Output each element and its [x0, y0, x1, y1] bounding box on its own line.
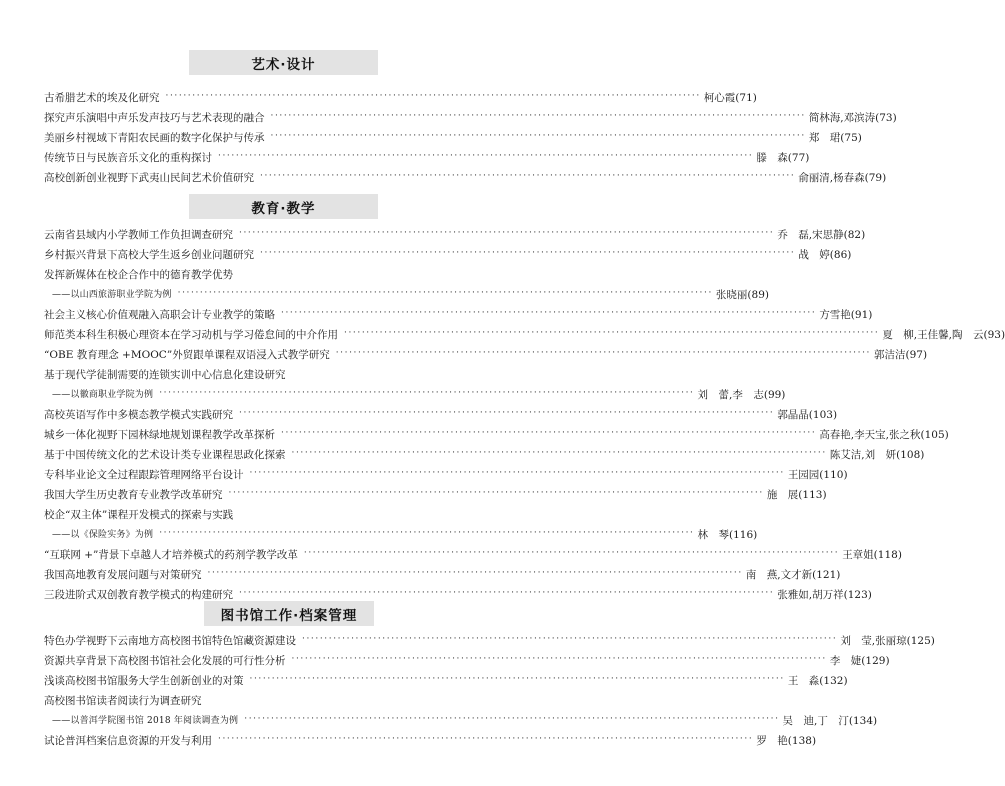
dot-leader: ························································································································	[249, 674, 785, 684]
entry-subtitle: ——以山西旅游职业学院为例	[52, 290, 172, 300]
entry-author-page: 夏 柳,王佳馨,陶 云(93)	[882, 329, 1005, 341]
entry-title: 三段进阶式双创教育教学模式的构建研究	[44, 589, 233, 601]
toc-entry[interactable]	[44, 165, 887, 185]
toc-entry[interactable]	[44, 242, 852, 262]
entry-author-page: 郑 珺(75)	[808, 132, 862, 144]
toc-entry[interactable]	[44, 125, 862, 145]
entry-author-page: 高春艳,李天宝,张之秋(105)	[819, 429, 949, 441]
entry-title: 乡村振兴背景下高校大学生返乡创业问题研究	[44, 249, 254, 261]
dot-leader: ························································································································	[228, 488, 764, 498]
entry-subtitle: ——以徽商职业学院为例	[52, 390, 154, 400]
entry-title: 特色办学视野下云南地方高校图书馆特色馆藏资源建设	[44, 635, 296, 647]
entry-author-page: 刘 蕾,李 志(99)	[697, 389, 786, 401]
entry-title: 基于现代学徒制需要的连锁实训中心信息化建设研究	[44, 369, 286, 381]
entry-author-page: 俞丽清,杨春森(79)	[798, 172, 887, 184]
toc-entry[interactable]	[44, 502, 526, 522]
dot-leader: ························································································································	[165, 91, 701, 101]
section-title-banner: 教育·教学	[189, 194, 378, 219]
entry-subtitle: ——以《保险实务》为例	[52, 530, 154, 540]
toc-entry[interactable]	[44, 362, 526, 382]
entry-author-page: 方雪艳(91)	[819, 309, 873, 321]
entry-title: 基于中国传统文化的艺术设计类专业课程思政化探索	[44, 449, 286, 461]
entry-author-page: 陈艾洁,刘 妍(108)	[829, 449, 925, 461]
dot-leader: ························································································································	[218, 151, 754, 161]
toc-entry[interactable]	[44, 402, 838, 422]
dot-leader: ························································································································	[177, 288, 713, 298]
toc-entry[interactable]	[44, 648, 890, 668]
dot-leader: ························································································································	[270, 131, 806, 141]
toc-entry[interactable]	[44, 262, 526, 282]
toc-entry[interactable]	[44, 422, 949, 442]
section-title-banner: 图书馆工作·档案管理	[204, 601, 374, 626]
entry-subtitle: ——以普洱学院图书馆 2018 年阅读调查为例	[52, 716, 239, 726]
dot-leader: ························································································································	[302, 634, 838, 644]
entry-author-page: 简林海,邓滨涛(73)	[808, 112, 897, 124]
entry-title: 城乡一体化视野下园林绿地规划课程教学改革探析	[44, 429, 275, 441]
dot-leader: ························································································································	[239, 588, 775, 598]
entry-title: 古希腊艺术的埃及化研究	[44, 92, 160, 104]
dot-leader: ························································································································	[344, 328, 880, 338]
dot-leader: ························································································································	[303, 548, 840, 558]
dot-leader: ························································································································	[291, 654, 827, 664]
section-entries	[44, 85, 897, 185]
section-entries	[44, 222, 1005, 602]
dot-leader: ························································································································	[260, 171, 796, 181]
dot-leader: ························································································································	[291, 448, 827, 458]
toc-entry[interactable]	[44, 582, 872, 602]
entry-author-page: 林 琴(116)	[697, 529, 758, 541]
entry-title: 浅谈高校图书馆服务大学生创新创业的对策	[44, 675, 244, 687]
dot-leader: ························································································································	[159, 388, 695, 398]
toc-entry[interactable]	[44, 105, 897, 125]
entry-author-page: 罗 艳(138)	[756, 735, 817, 747]
dot-leader: ························································································································	[207, 568, 743, 578]
entry-author-page: 战 婷(86)	[798, 249, 852, 261]
entry-author-page: 张雅如,胡万祥(123)	[777, 589, 872, 601]
entry-title: 资源共享背景下高校图书馆社会化发展的可行性分析	[44, 655, 286, 667]
entry-title: 高校图书馆读者阅读行为调查研究	[44, 695, 202, 707]
entry-author-page: 吴 迪,丁 汀(134)	[782, 715, 878, 727]
entry-title: 高校创新创业视野下武夷山民间艺术价值研究	[44, 172, 254, 184]
entry-author-page: 滕 森(77)	[756, 152, 810, 164]
entry-title: 我国大学生历史教育专业教学改革研究	[44, 489, 223, 501]
entry-author-page: 张晓丽(89)	[715, 289, 769, 301]
entry-title: 试论普洱档案信息资源的开发与利用	[44, 735, 212, 747]
entry-title: 我国高地教育发展问题与对策研究	[44, 569, 202, 581]
entry-title: 探究声乐演唱中声乐发声技巧与艺术表现的融合	[44, 112, 265, 124]
dot-leader: ························································································································	[249, 468, 785, 478]
dot-leader: ························································································································	[260, 248, 796, 258]
dot-leader: ························································································································	[218, 734, 754, 744]
entry-title: “互联网 +”背景下卓越人才培养模式的药剂学教学改革	[44, 549, 298, 561]
toc-entry[interactable]	[44, 562, 841, 582]
entry-title: 校企“双主体”课程开发模式的探索与实践	[44, 509, 234, 521]
entry-title: 传统节日与民族音乐文化的重构探讨	[44, 152, 212, 164]
toc-entry[interactable]	[44, 688, 526, 708]
toc-entry[interactable]	[44, 522, 758, 542]
dot-leader: ························································································································	[239, 408, 775, 418]
toc-entry[interactable]	[44, 222, 866, 242]
entry-title: 美丽乡村视域下青阳农民画的数字化保护与传承	[44, 132, 265, 144]
toc-entry[interactable]	[44, 462, 848, 482]
entry-author-page: 柯心霞(71)	[703, 92, 757, 104]
entry-author-page: 南 燕,文才新(121)	[745, 569, 841, 581]
section-entries	[44, 628, 935, 748]
entry-author-page: 李 婕(129)	[829, 655, 890, 667]
toc-entry[interactable]	[44, 668, 848, 688]
section-title-banner: 艺术·设计	[189, 50, 378, 75]
entry-title: 云南省县域内小学教师工作负担调查研究	[44, 229, 233, 241]
toc-entry[interactable]	[44, 542, 902, 562]
entry-author-page: 刘 莹,张丽琼(125)	[840, 635, 935, 647]
toc-entry[interactable]	[44, 322, 1005, 342]
toc-entry[interactable]	[44, 482, 827, 502]
dot-leader: ························································································································	[335, 348, 872, 358]
dot-leader: ························································································································	[159, 528, 695, 538]
toc-entry[interactable]	[44, 145, 810, 165]
entry-title: 师范类本科生积极心理资本在学习动机与学习倦怠间的中介作用	[44, 329, 338, 341]
entry-author-page: 郭晶晶(103)	[777, 409, 838, 421]
dot-leader: ························································································································	[270, 111, 806, 121]
entry-title: 专科毕业论文全过程跟踪管理网络平台设计	[44, 469, 244, 481]
toc-entry[interactable]	[44, 282, 769, 302]
toc-entry[interactable]	[44, 728, 817, 748]
entry-author-page: 乔 磊,宋思静(82)	[777, 229, 866, 241]
dot-leader: ························································································································	[239, 228, 775, 238]
entry-title: 社会主义核心价值观融入高职会计专业教学的策略	[44, 309, 275, 321]
entry-title: 发挥新媒体在校企合作中的德育教学优势	[44, 269, 233, 281]
entry-author-page: 王 淼(132)	[787, 675, 848, 687]
entry-title: 高校英语写作中多模态教学模式实践研究	[44, 409, 233, 421]
toc-entry[interactable]	[44, 85, 757, 105]
entry-author-page: 王章姐(118)	[842, 549, 902, 561]
toc-entry[interactable]	[44, 628, 935, 648]
entry-title: “OBE 教育理念 +MOOC”外贸跟单课程双语浸入式教学研究	[44, 349, 330, 361]
toc-entry[interactable]	[44, 342, 928, 362]
dot-leader: ························································································································	[244, 714, 780, 724]
toc-entry[interactable]	[44, 442, 925, 462]
toc-entry[interactable]	[44, 302, 873, 322]
entry-author-page: 郭洁洁(97)	[874, 349, 928, 361]
dot-leader: ························································································································	[281, 428, 817, 438]
dot-leader: ························································································································	[281, 308, 817, 318]
entry-author-page: 施 展(113)	[766, 489, 827, 501]
toc-entry[interactable]	[44, 382, 786, 402]
entry-author-page: 王园园(110)	[787, 469, 848, 481]
toc-entry[interactable]	[44, 708, 878, 728]
